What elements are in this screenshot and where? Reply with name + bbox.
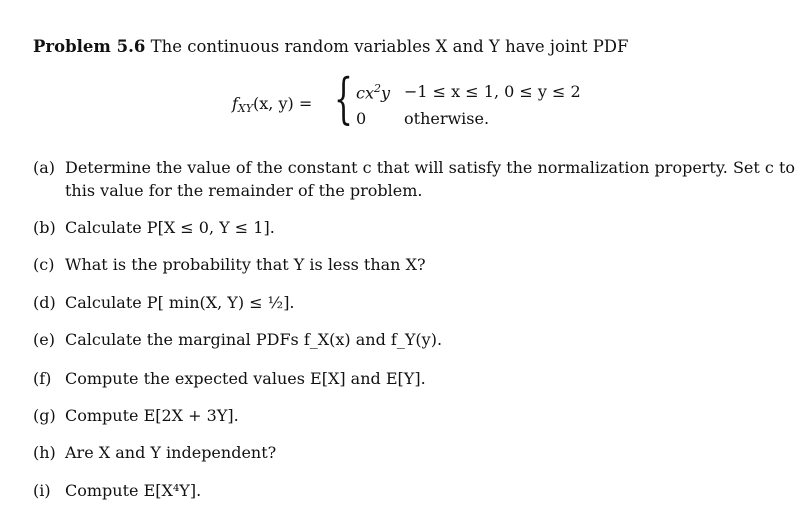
part-label: (c): [33, 255, 55, 274]
formula-function-name: f: [232, 94, 238, 113]
case1-expression: $cx^2y$: [356, 82, 391, 103]
part-g: [33, 406, 239, 425]
part-text: Determine the value of the constant c that will satisfy the normalization property. Set c to: [65, 158, 795, 177]
part-a: [33, 158, 795, 177]
part-label: (g): [33, 406, 56, 425]
part-text: What is the probability that Y is less than X?: [65, 255, 426, 274]
problem-number: Problem 5.6: [33, 37, 146, 56]
formula-lhs: [232, 94, 312, 115]
part-label: (f): [33, 369, 52, 388]
cases-brace: {: [334, 67, 353, 130]
joint-pdf-formula: [232, 67, 652, 132]
part-h: [33, 443, 276, 462]
part-text: Calculate P[X ≤ 0, Y ≤ 1].: [65, 218, 275, 237]
part-label: (a): [33, 158, 56, 177]
problem-heading-line: [33, 37, 628, 56]
part-label: (h): [33, 443, 56, 462]
part-d: [33, 293, 295, 312]
case2-condition: otherwise.: [404, 109, 490, 128]
case2-expression: 0: [356, 109, 367, 128]
formula-subscript: XY: [237, 102, 254, 115]
part-a-continuation: this value for the remainder of the problem.: [65, 181, 423, 200]
part-i: [33, 481, 201, 500]
part-text: Calculate the marginal PDFs f_X(x) and f_Y(y).: [65, 330, 443, 349]
part-text: Compute E[2X + 3Y].: [65, 406, 239, 425]
part-label: (d): [33, 293, 56, 312]
formula-arguments: (x, y) =: [253, 94, 313, 113]
part-label: (e): [33, 330, 55, 349]
part-f: [33, 369, 426, 388]
part-e: [33, 330, 442, 349]
problem-intro: The continuous random variables X and Y have joint PDF: [150, 37, 629, 56]
part-label: (b): [33, 218, 56, 237]
part-text: Calculate P[ min(X, Y) ≤ ½].: [65, 293, 295, 312]
part-label: (i): [33, 481, 51, 500]
part-b: [33, 218, 275, 237]
part-text: Are X and Y independent?: [65, 443, 277, 462]
part-text: Compute the expected values E[X] and E[Y].: [65, 369, 426, 388]
part-c: [33, 255, 426, 274]
part-text: Compute E[X⁴Y].: [65, 481, 202, 500]
case1-condition: −1 ≤ x ≤ 1, 0 ≤ y ≤ 2: [404, 82, 581, 101]
